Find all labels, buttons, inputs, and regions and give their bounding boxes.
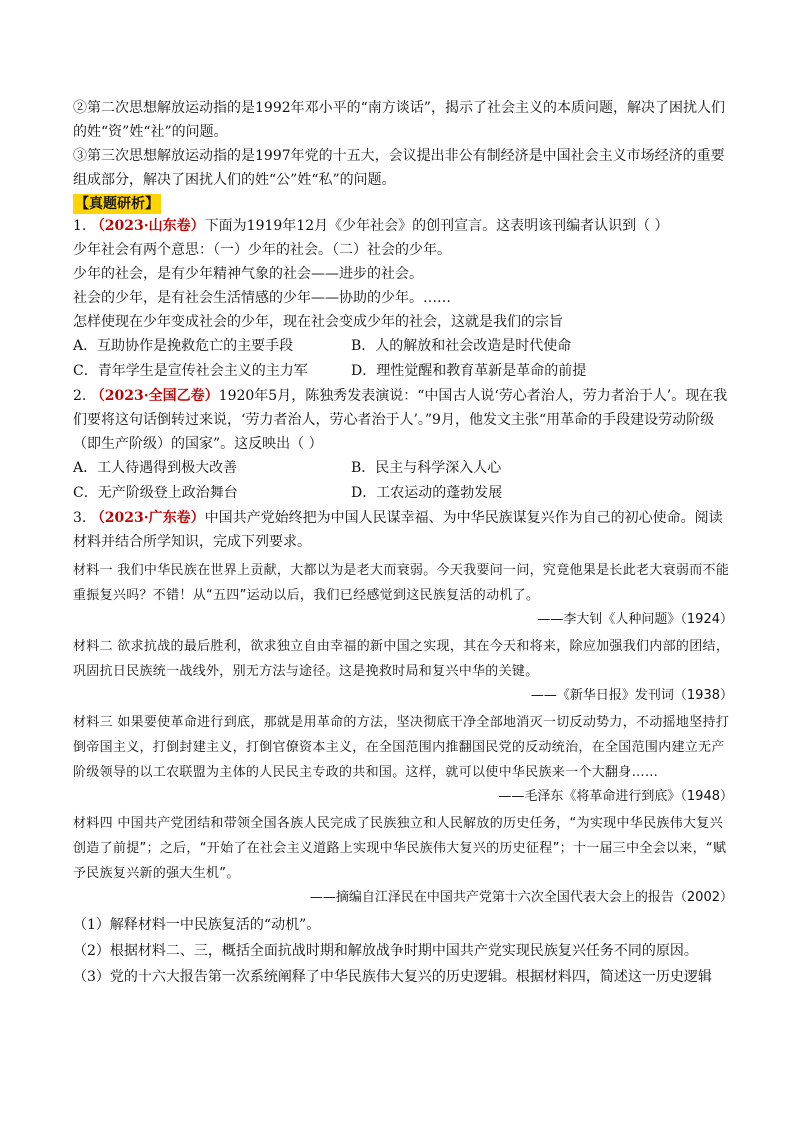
section-title: 【真题研析】 [75, 196, 159, 212]
question-1-source: （2023·山东卷） [90, 218, 205, 234]
intro-point-2: ②第二次思想解放运动指的是1992年邓小平的“南方谈话”，揭示了社会主义的本质问题，解决了困扰人们的姓“资”姓“社”的问题。 [73, 100, 725, 140]
material-4: 材料四 中国共产党团结和带领全国各族人民完成了民族独立和人民解放的历史任务，“为实现中华民族伟大复兴创造了前提”；之后，“开始了在社会主义道路上实现中华民族伟大复兴的历史征程”；十一届三中全会以来，“赋予民族复兴新的强大生机”。 [73, 816, 727, 881]
option-c: C．青年学生是宣传社会主义的主力军 [73, 363, 308, 379]
question-1-options-row-1 [73, 334, 733, 359]
material-1: 材料一 我们中华民族在世界上贡献，大都以为是老大而衰弱。今天我要问一问，究竟他果是长此老大衰弱而不能重振复兴吗？不错！从“五四”运动以后，我们已经感觉到这民族复活的动机了。 [73, 563, 730, 603]
question-2-options-row-2 [73, 481, 733, 506]
question-1-quote-line: 社会的少年，是有社会生活情感的少年——协助的少年。…… [73, 290, 451, 306]
material-1-citation: ——李大钊《人种问题》（1924） [537, 612, 733, 627]
question-3-source: （2023·广东卷） [90, 510, 205, 526]
option-d: D．理性觉醒和教育革新是革命的前提 [351, 363, 587, 379]
question-1-number: 1. [73, 218, 87, 234]
question-1-quote-line: 少年的社会，是有少年精神气象的社会——进步的社会。 [73, 266, 423, 282]
option-d: D．工农运动的蓬勃发展 [351, 485, 503, 501]
intro-point-3: ③第三次思想解放运动指的是1997年党的十五大，会议提出非公有制经济是中国社会主义市场经济的重要组成部分，解决了困扰人们的姓“公”姓“私”的问题。 [73, 148, 725, 188]
material-2: 材料二 欲求抗战的最后胜利，欲求独立自由幸福的新中国之实现，其在今天和将来，除应加强我们内部的团结，巩固抗日民族统一战线外，别无方法与途径。这是挽救时局和复兴中华的关键。 [73, 639, 730, 679]
option-b: B．人的解放和社会改造是时代使命 [351, 338, 572, 354]
question-1-quote-line: 少年社会有两个意思：（一）少年的社会。（二）社会的少年。 [73, 242, 451, 258]
material-3: 材料三 如果要使革命进行到底，那就是用革命的方法，坚决彻底干净全部地消灭一切反动势力，不动摇地坚持打倒帝国主义，打倒封建主义，打倒官僚资本主义，在全国范围内推翻国民党的反动统治，在全国范围内建立无产阶级领导的以工农联盟为主体的人民民主专政的共和国。这样，就可以使中华民族来一个大翻身…… [73, 715, 730, 780]
question-2-number: 2. [73, 388, 87, 404]
option-a: A．工人待遇得到极大改善 [73, 460, 238, 476]
material-4-citation: ——摘编自江泽民在中国共产党第十六次全国代表大会上的报告（2002） [309, 890, 733, 905]
question-1-quote-line: 怎样使现在少年变成社会的少年，现在社会变成少年的社会，这就是我们的宗旨 [73, 314, 563, 330]
question-2-text: 1920年5月，陈独秀发表演说：“中国古人说‘劳心者治人，劳力者治于人’。现在我们要将这句话倒转过来说，‘劳力者治人，劳心者治于人’。”9月，他发文主张“用革命的手段建设劳动阶级（即生产阶级）的国家”。这反映出（ ） [73, 388, 728, 452]
question-3-text: 中国共产党始终把为中国人民谋幸福、为中华民族谋复兴作为自己的初心使命。阅读材料并结合所学知识，完成下列要求。 [73, 510, 723, 550]
sub-question-2: （2）根据材料二、三，概括全面抗战时期和解放战争时期中国共产党实现民族复兴任务不同的原因。 [73, 943, 698, 959]
material-2-citation: ——《新华日报》发刊词（1938） [530, 688, 733, 703]
question-2-stem [73, 384, 733, 456]
document-page [73, 96, 733, 990]
option-a: A．互助协作是挽救危亡的主要手段 [73, 338, 294, 354]
question-1-stem [73, 214, 733, 238]
question-3-stem [73, 506, 733, 554]
option-b: B．民主与科学深入人心 [351, 460, 502, 476]
sub-question-1: （1）解释材料一中民族复活的“动机”。 [73, 917, 321, 933]
sub-question-3: （3）党的十六大报告第一次系统阐释了中华民族伟大复兴的历史逻辑。根据材料四，简述这一历史逻辑 [73, 969, 712, 985]
question-2-options-row-1 [73, 456, 733, 481]
question-3-number: 3. [73, 510, 87, 526]
question-2-source: （2023·全国乙卷） [90, 388, 219, 404]
material-3-citation: ——毛泽东《将革命进行到底》（1948） [498, 789, 733, 804]
option-c: C．无产阶级登上政治舞台 [73, 485, 238, 501]
question-1-text: 下面为1919年12月《少年社会》的创刊宣言。这表明该刊编者认识到（ ） [204, 218, 669, 234]
question-1-options-row-2 [73, 359, 733, 384]
